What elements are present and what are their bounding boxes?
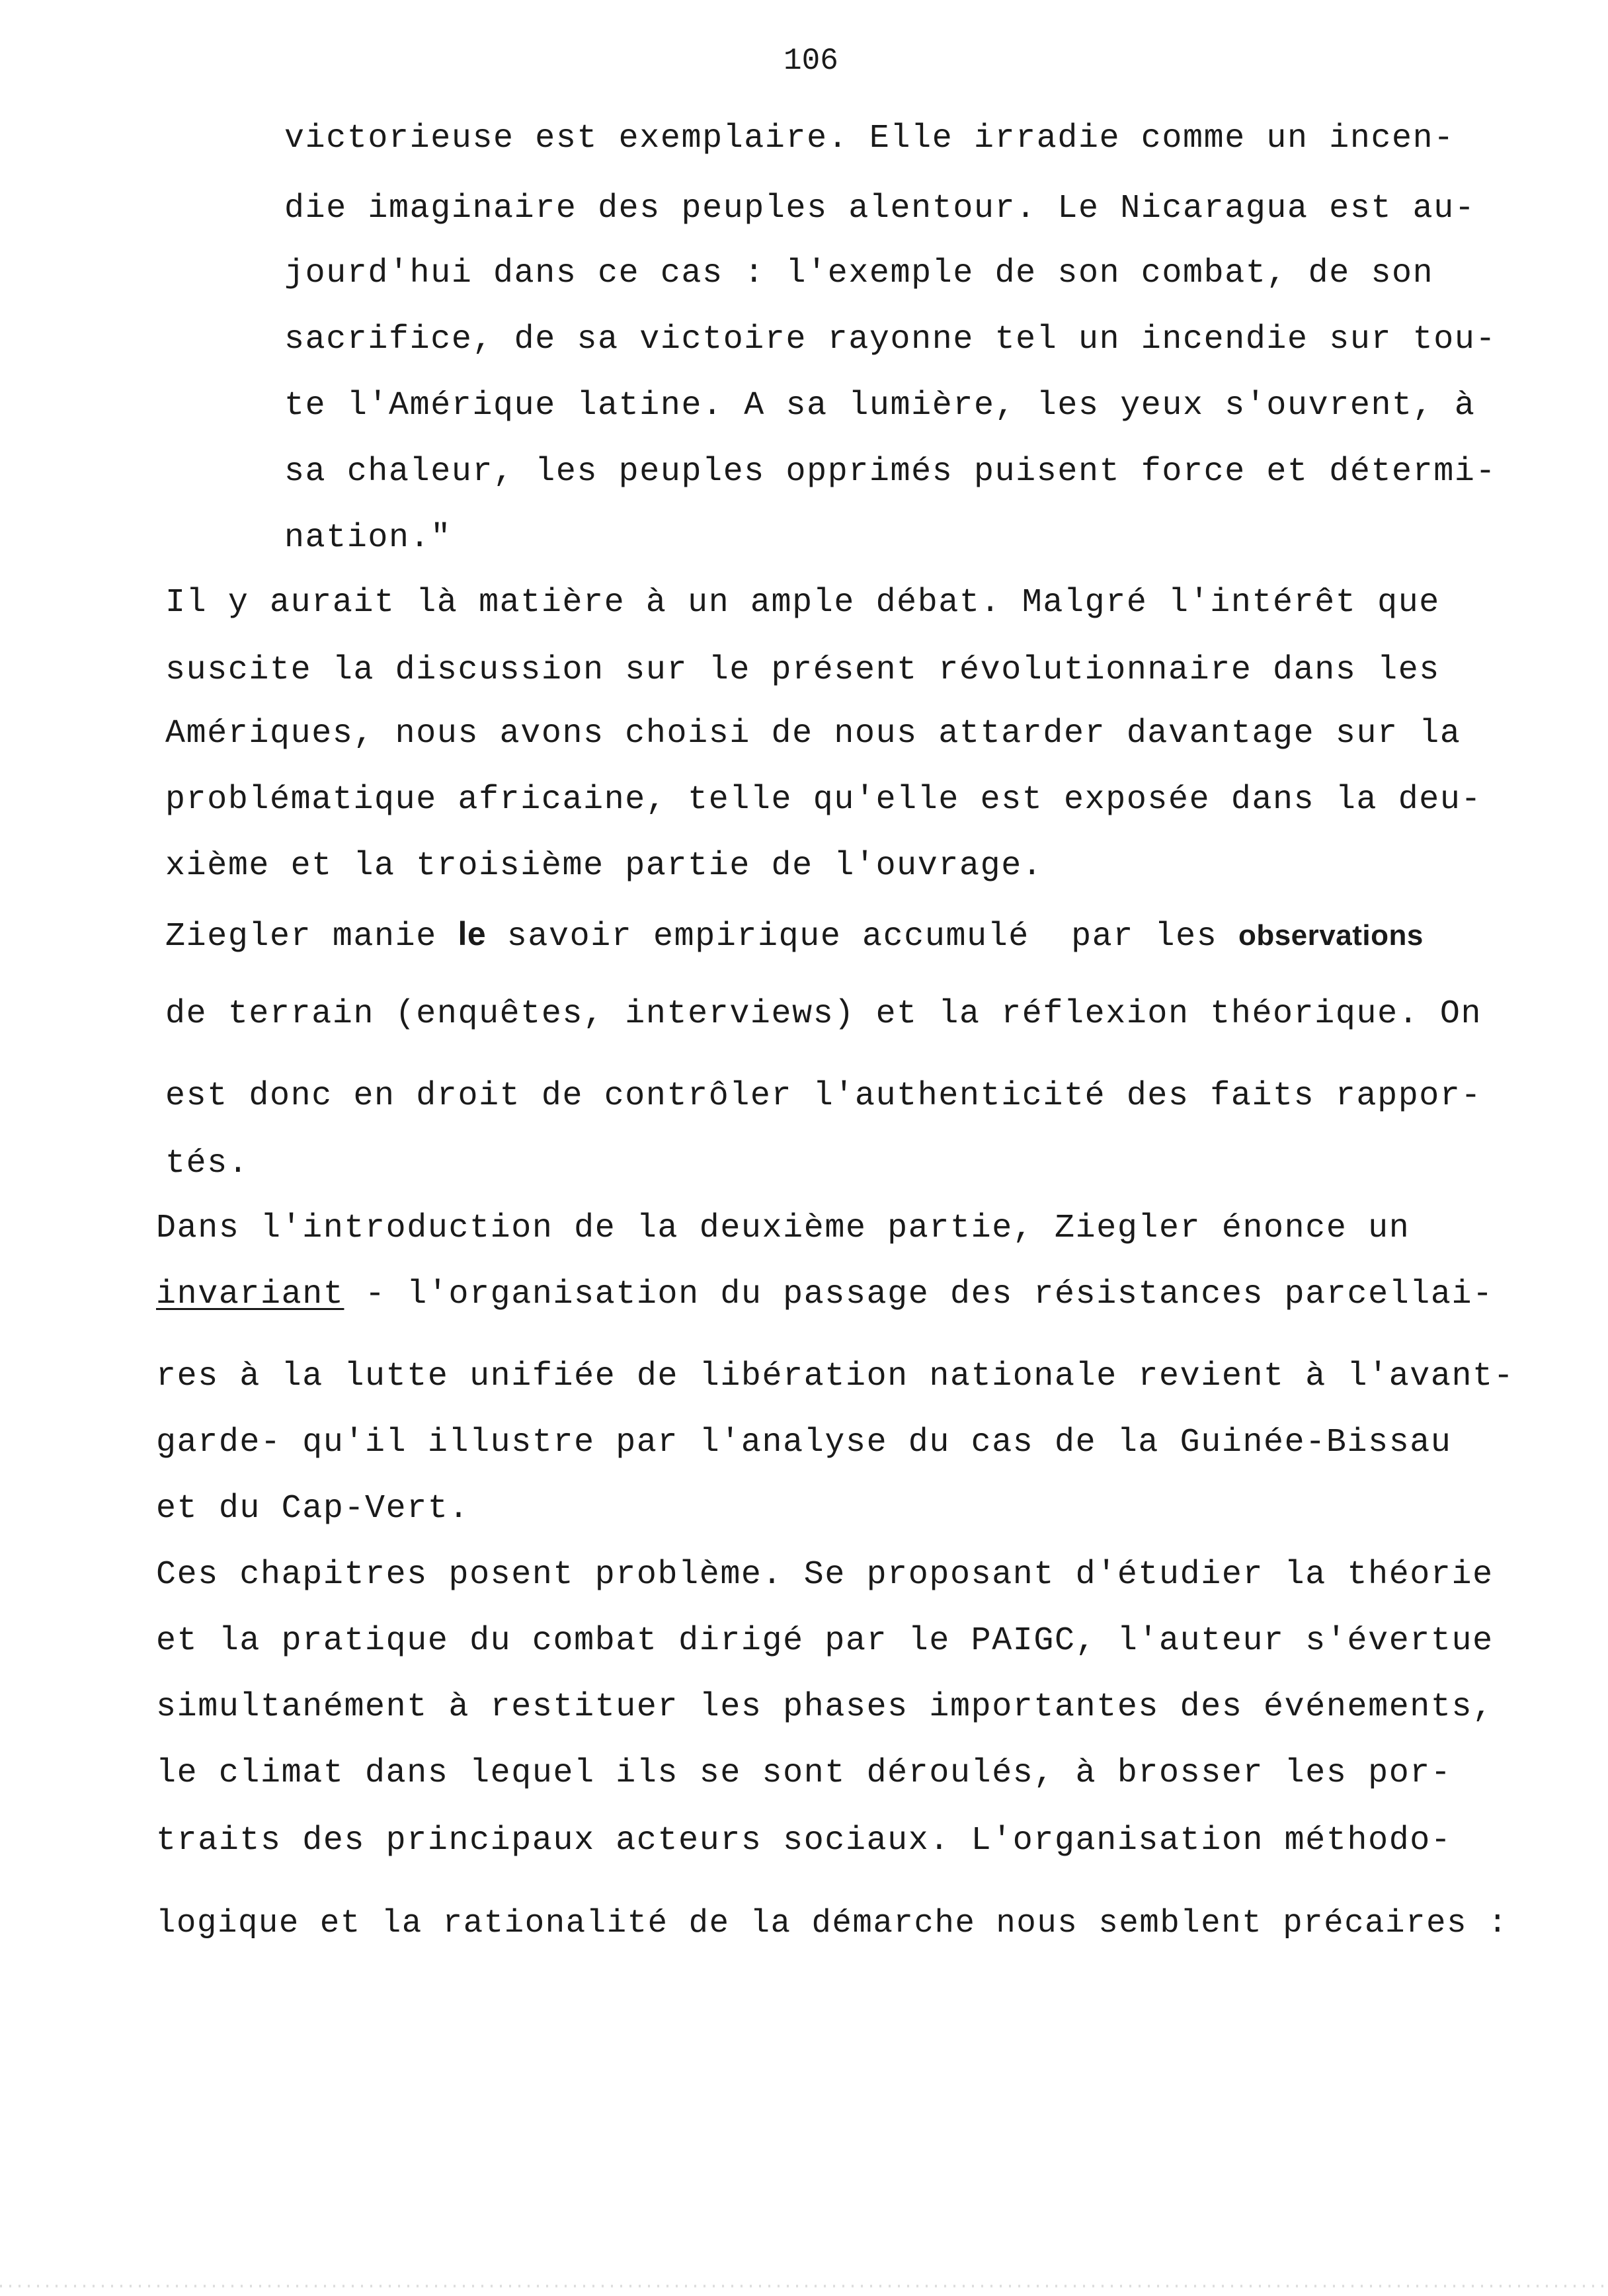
text-line: victorieuse est exemplaire. Elle irradie comme un incen- bbox=[284, 120, 1455, 157]
underlined-invariant: invariant bbox=[156, 1276, 344, 1313]
text-line: Il y aurait là matière à un ample débat. Malgré l'intérêt que bbox=[165, 584, 1440, 622]
text-line: suscite la discussion sur le présent révolutionnaire dans les bbox=[165, 651, 1440, 689]
text-line: sa chaleur, les peuples opprimés puisent force et détermi- bbox=[284, 453, 1497, 491]
text-line: xième et la troisième partie de l'ouvrage. bbox=[165, 847, 1043, 885]
text-line: problématique africaine, telle qu'elle est exposée dans la deu- bbox=[165, 781, 1482, 819]
text-line: et du Cap-Vert. bbox=[156, 1490, 470, 1528]
invariant-line bbox=[156, 1274, 1494, 1316]
text-line: die imaginaire des peuples alentour. Le Nicaragua est au- bbox=[284, 190, 1476, 227]
text-line: le climat dans lequel ils se sont déroulés, à brosser les por- bbox=[156, 1754, 1452, 1792]
text-line: et la pratique du combat dirigé par le PAIGC, l'auteur s'évertue bbox=[156, 1622, 1494, 1660]
invariant-rest: - l'organisation du passage des résistances parcellai- bbox=[344, 1276, 1494, 1313]
text-line: te l'Amérique latine. A sa lumière, les yeux s'ouvrent, à bbox=[284, 387, 1476, 425]
page-number: 106 bbox=[784, 44, 838, 78]
scan-artifact bbox=[0, 2285, 1608, 2287]
text-line: jourd'hui dans ce cas : l'exemple de son combat, de son bbox=[284, 255, 1434, 292]
text-line: Amériques, nous avons choisi de nous attarder davantage sur la bbox=[165, 715, 1461, 753]
text-line: Ces chapitres posent problème. Se proposant d'étudier la théorie bbox=[156, 1556, 1494, 1594]
ziegler-line bbox=[165, 913, 1424, 958]
text-line: traits des principaux acteurs sociaux. L'organisation méthodo- bbox=[156, 1822, 1452, 1860]
text-line: nation." bbox=[284, 519, 452, 557]
text-line: logique et la rationalité de la démarche nous semblent précaires : bbox=[156, 1905, 1509, 1942]
bold-le: le bbox=[458, 915, 487, 952]
text-line: est donc en droit de contrôler l'authenticité des faits rappor- bbox=[165, 1077, 1482, 1115]
ziegler-text-2: savoir empirique accumulé par les bbox=[486, 918, 1238, 956]
text-line: res à la lutte unifiée de libération nationale revient à l'avant- bbox=[156, 1358, 1515, 1395]
text-line: garde- qu'il illustre par l'analyse du cas de la Guinée-Bissau bbox=[156, 1424, 1452, 1461]
text-line: Dans l'introduction de la deuxième partie, Ziegler énonce un bbox=[156, 1210, 1410, 1247]
bold-observations: observations bbox=[1238, 919, 1424, 952]
text-line: tés. bbox=[165, 1145, 249, 1182]
ziegler-text-1: Ziegler manie bbox=[165, 918, 458, 956]
text-line: de terrain (enquêtes, interviews) et la réflexion théorique. On bbox=[165, 995, 1482, 1033]
text-line: simultanément à restituer les phases importantes des événements, bbox=[156, 1688, 1494, 1726]
text-line: sacrifice, de sa victoire rayonne tel un incendie sur tou- bbox=[284, 321, 1497, 358]
